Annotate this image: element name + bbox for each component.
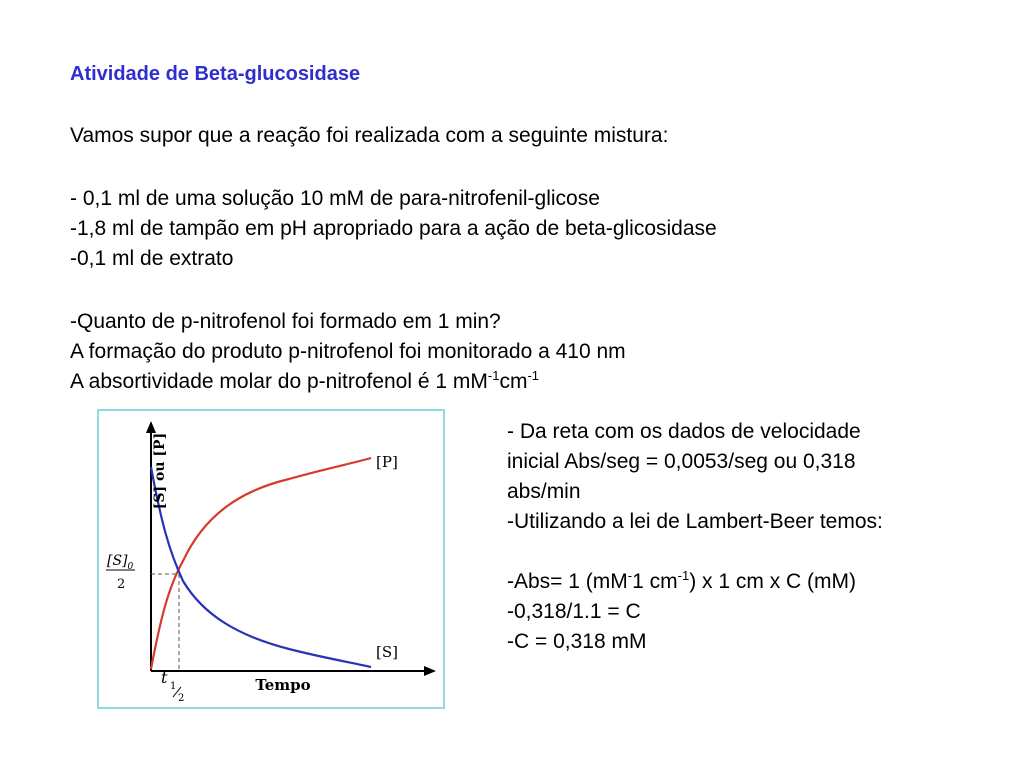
substrate-label: [S] xyxy=(376,643,398,661)
absortivity-mid: cm xyxy=(499,370,528,393)
absortivity-exp2: -1 xyxy=(527,368,540,383)
side-line: - Da reta com os dados de velocidade xyxy=(507,420,861,443)
spacer xyxy=(70,274,950,307)
mixture-item: -1,8 ml de tampão em pH apropriado para a ação de beta-glicosidase xyxy=(70,217,717,240)
y-axis-arrow-icon xyxy=(146,421,156,433)
monitoring-line: A formação do produto p-nitrofenol foi monitorado a 410 nm xyxy=(70,340,626,363)
s0-label-text: [S] xyxy=(107,553,128,569)
abs-b: 1 cm xyxy=(632,570,678,593)
side-line: -0,318/1.1 = C xyxy=(507,600,641,623)
slide-title: Atividade de Beta-glucosidase xyxy=(70,63,361,85)
spacer xyxy=(507,537,977,567)
x-axis-arrow-icon xyxy=(424,666,436,676)
product-curve xyxy=(151,458,371,669)
s0-denominator: 2 xyxy=(117,577,126,592)
question-line: -Quanto de p-nitrofenol foi formado em 1 min? xyxy=(70,310,501,333)
abs-c: ) x 1 cm x C (mM) xyxy=(689,570,857,593)
intro-line: Vamos supor que a reação foi realizada com a seguinte mistura: xyxy=(70,124,669,147)
absortivity-exp1: -1 xyxy=(487,368,500,383)
mixture-item: -0,1 ml de extrato xyxy=(70,247,234,270)
mixture-item: - 0,1 ml de uma solução 10 mM de para-nitrofenil-glicose xyxy=(70,187,600,210)
x-axis-label: Tempo xyxy=(255,676,311,694)
s0-label xyxy=(107,553,134,572)
kinetics-figure xyxy=(97,409,445,709)
main-text xyxy=(70,121,950,397)
y-axis-label xyxy=(152,433,168,509)
t-half-label: t xyxy=(161,668,168,687)
t-half-denominator: 2 xyxy=(178,693,185,704)
y-axis-label-text: [S] ou [P] xyxy=(152,432,168,510)
absortivity-prefix: A absortividade molar do p-nitrofenol é 1 mM xyxy=(70,370,488,393)
side-line: inicial Abs/seg = 0,0053/seg ou 0,318 xyxy=(507,450,856,473)
spacer xyxy=(70,151,950,184)
side-line: abs/min xyxy=(507,480,581,503)
side-text xyxy=(507,417,977,657)
side-line: -C = 0,318 mM xyxy=(507,630,647,653)
s0-subscript: 0 xyxy=(127,562,134,572)
abs-e2: -1 xyxy=(677,568,690,583)
product-label: [P] xyxy=(376,453,398,471)
t-half-numerator: 1 xyxy=(170,681,177,692)
kinetics-plot xyxy=(99,411,443,707)
abs-e1: - xyxy=(627,568,633,583)
abs-equation xyxy=(507,567,977,597)
abs-a: -Abs= 1 (mM xyxy=(507,570,628,593)
substrate-curve xyxy=(151,467,371,667)
side-line: -Utilizando a lei de Lambert-Beer temos: xyxy=(507,510,883,533)
absortivity-line xyxy=(70,367,950,397)
